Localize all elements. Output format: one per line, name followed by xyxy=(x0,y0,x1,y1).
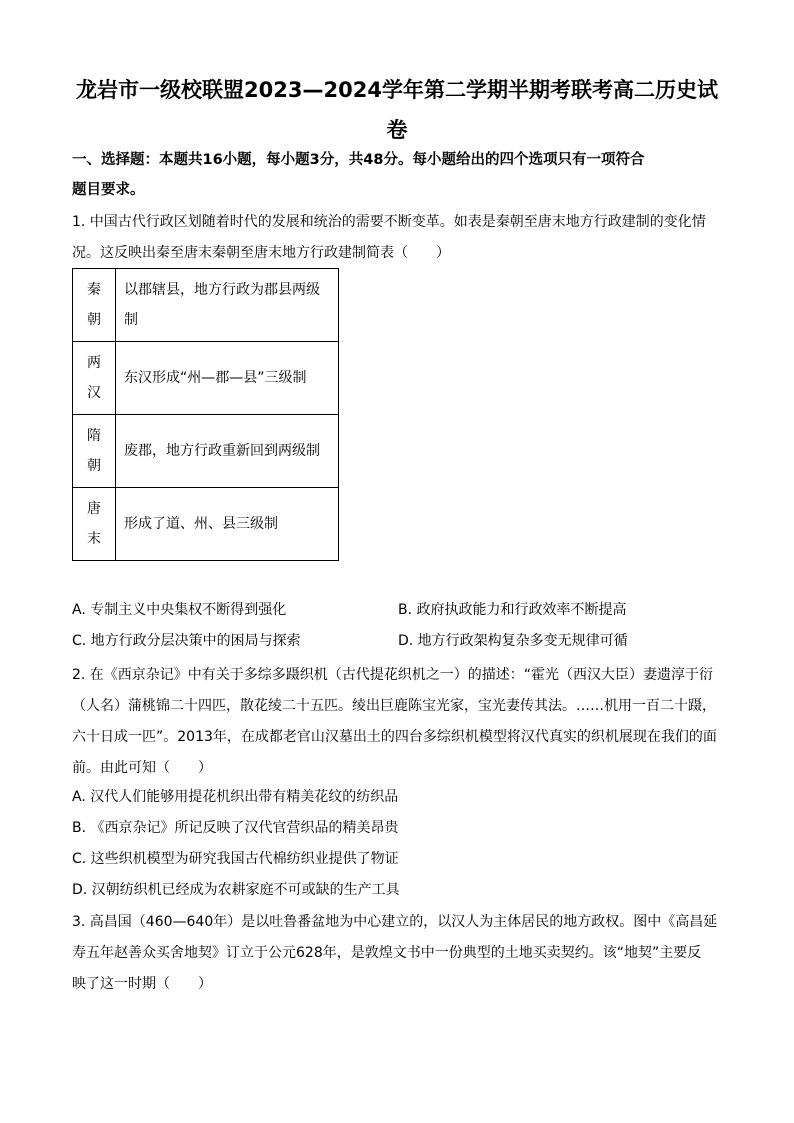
dynasty-char: 末 xyxy=(87,531,101,547)
question-1-line1: 1. 中国古代行政区划随着时代的发展和统治的需要不断变革。如表是秦朝至唐末地方行政建制的变化情 xyxy=(72,214,706,230)
dynasty-char: 汉 xyxy=(87,385,101,401)
q1-option-b[interactable]: B. 政府执政能力和行政效率不断提高 xyxy=(398,602,627,618)
description-cell: 废郡，地方行政重新回到两级制 xyxy=(116,415,339,488)
exam-title xyxy=(70,70,724,150)
dynasty-char: 秦 xyxy=(87,282,101,298)
section-heading xyxy=(72,145,724,205)
dynasty-char: 朝 xyxy=(87,458,101,474)
table-row xyxy=(73,269,339,342)
question-2-line4: 前。由此可知（ ） xyxy=(72,760,212,776)
description-cell: 形成了道、州、县三级制 xyxy=(116,488,339,561)
question-3-line1: 3. 高昌国（460—640年）是以吐鲁番盆地为中心建立的，以汉人为主体居民的地方政权。图中《高昌延 xyxy=(72,914,718,930)
description-cell: 以郡辖县，地方行政为郡县两级制 xyxy=(116,269,339,342)
dynasty-cell xyxy=(73,488,116,561)
q2-option-c[interactable]: C. 这些织机模型为研究我国古代棉纺织业提供了物证 xyxy=(72,851,399,867)
section-heading-line1: 一、选择题：本题共16小题，每小题3分，共48分。每小题给出的四个选项只有一项符合 xyxy=(72,152,645,168)
question-2-line2: （人名）蒲桃锦二十四匹，散花绫二十五匹。绫出巨鹿陈宝光家，宝光妻传其法。……机用一百二十蹑， xyxy=(72,698,716,714)
question-2-line3: 六十日成一匹”。2013年，在成都老官山汉墓出土的四台多综织机模型将汉代真实的织机展现在我们的面 xyxy=(72,729,717,745)
q1-option-d[interactable]: D. 地方行政架构复杂多变无规律可循 xyxy=(398,633,628,649)
q1-option-a[interactable]: A. 专制主义中央集权不断得到强化 xyxy=(72,602,287,618)
q1-option-c[interactable]: C. 地方行政分层决策中的困局与探索 xyxy=(72,633,301,649)
dynasty-char: 唐 xyxy=(87,501,101,517)
exam-title-line2: 卷 xyxy=(386,118,408,142)
table-row xyxy=(73,488,339,561)
q2-option-d[interactable]: D. 汉朝纺织机已经成为农耕家庭不可或缺的生产工具 xyxy=(72,882,400,898)
description-cell: 东汉形成“州—郡—县”三级制 xyxy=(116,342,339,415)
question-3-stem xyxy=(72,907,724,1000)
section-heading-line2: 题目要求。 xyxy=(72,182,145,198)
table-row xyxy=(73,415,339,488)
admin-system-table xyxy=(72,268,339,561)
dynasty-cell xyxy=(73,415,116,488)
dynasty-cell xyxy=(73,269,116,342)
question-1-stem xyxy=(72,207,724,269)
q2-option-b[interactable]: B. 《西京杂记》所记反映了汉代官营织品的精美昂贵 xyxy=(72,820,399,836)
question-1-line2: 况。这反映出秦至唐末秦朝至唐末地方行政建制简表（ ） xyxy=(72,245,450,261)
dynasty-cell xyxy=(73,342,116,415)
question-2-stem xyxy=(72,660,724,784)
exam-title-line1: 龙岩市一级校联盟2023—2024学年第二学期半期考联考高二历史试 xyxy=(76,78,718,102)
dynasty-char: 朝 xyxy=(87,312,101,328)
q2-option-a[interactable]: A. 汉代人们能够用提花机织出带有精美花纹的纺织品 xyxy=(72,789,399,805)
table-row xyxy=(73,342,339,415)
question-3-line3: 映了这一时期（ ） xyxy=(72,976,212,992)
dynasty-char: 两 xyxy=(87,355,101,371)
question-2-line1: 2. 在《西京杂记》中有关于多综多蹑织机（古代提花织机之一）的描述：“霍光（西汉大臣）妻遗淳于衍 xyxy=(72,667,714,683)
dynasty-char: 隋 xyxy=(87,428,101,444)
question-3-line2: 寿五年赵善众买舍地契》订立于公元628年，是敦煌文书中一份典型的土地买卖契约。该“地契”主要反 xyxy=(72,945,702,961)
